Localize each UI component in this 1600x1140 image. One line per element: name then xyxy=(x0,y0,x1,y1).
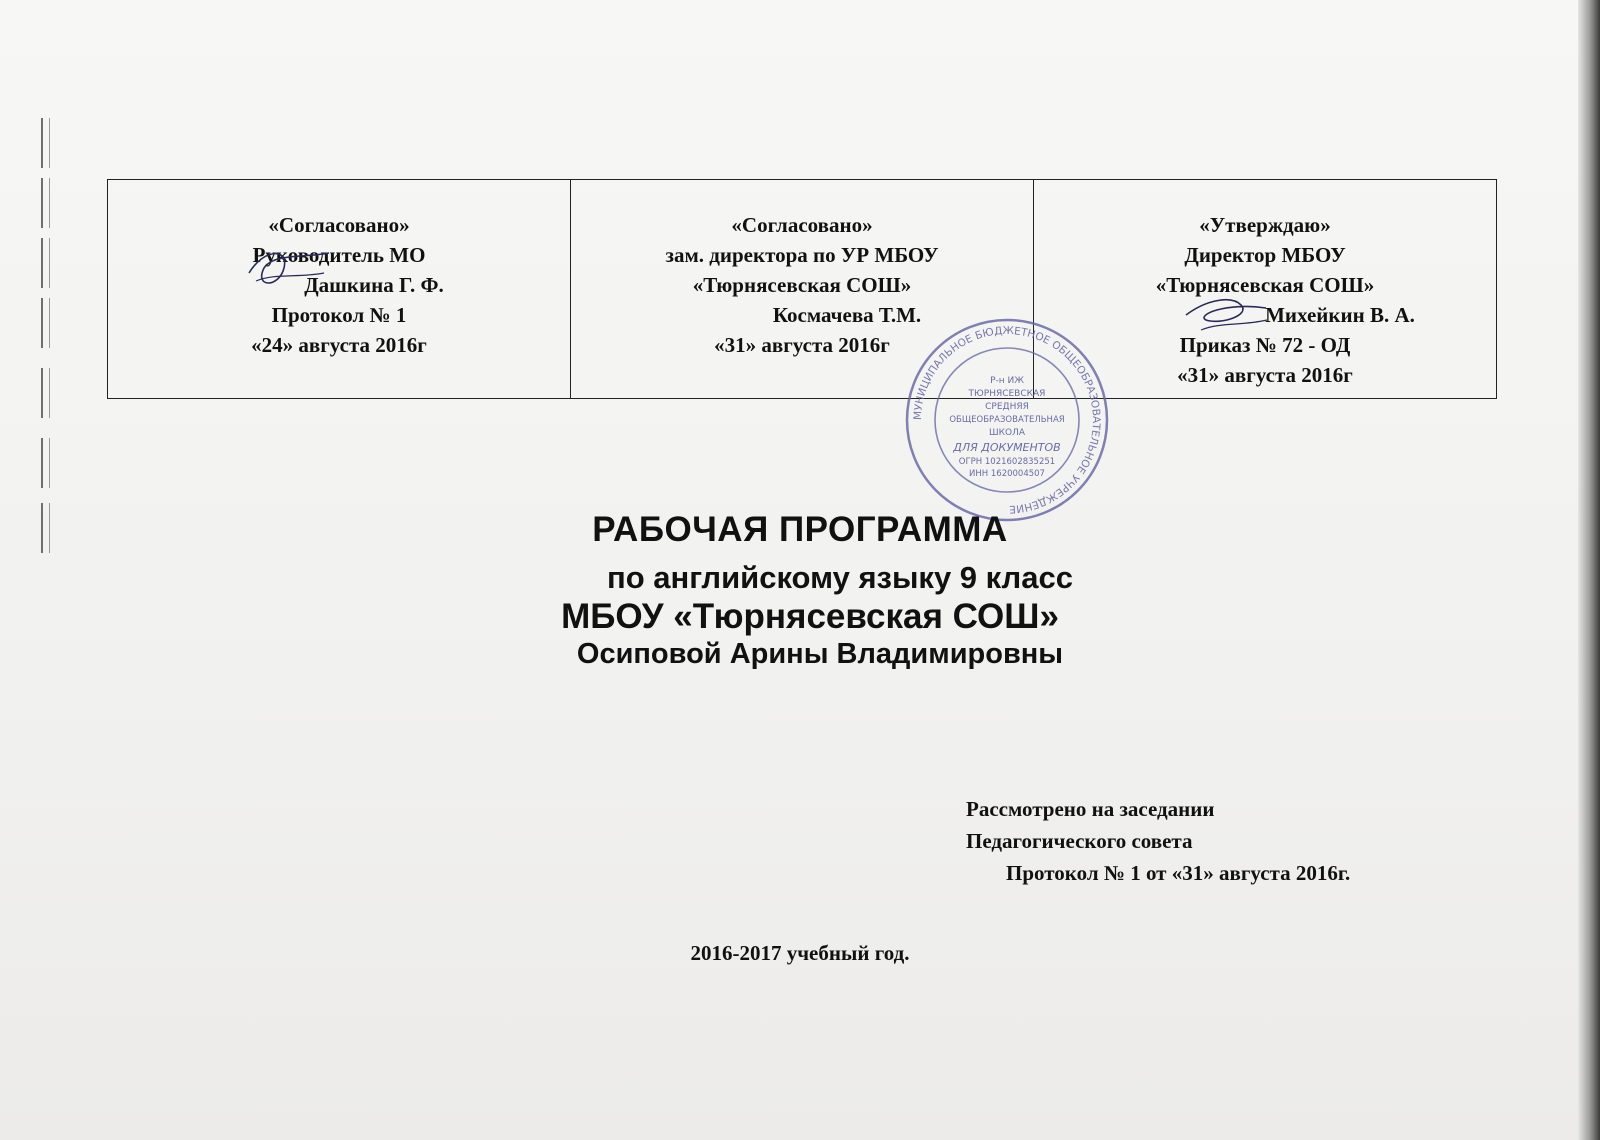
approval-organization: «Тюрнясевская СОШ» xyxy=(1155,273,1375,297)
stamp-line-8: ИНН 1620004507 xyxy=(969,469,1045,479)
approval-date: «31» августа 2016г xyxy=(1177,363,1353,387)
approval-organization: «Тюрнясевская СОШ» xyxy=(692,273,912,297)
subject-grade: по английскому языку 9 класс xyxy=(607,560,1073,595)
approval-date: «24» августа 2016г xyxy=(251,333,427,357)
stamp-line-6: ДЛЯ ДОКУМЕНТОВ xyxy=(953,441,1061,454)
school-name: МБОУ «Тюрнясевская СОШ» xyxy=(561,597,1059,636)
binding-thread xyxy=(38,118,52,558)
academic-year: 2016-2017 учебный год. xyxy=(690,941,910,965)
stamp-line-2: ТЮРНЯСЕВСКАЯ xyxy=(968,389,1046,399)
stamp-line-4: ОБЩЕОБРАЗОВАТЕЛЬНАЯ xyxy=(949,415,1065,425)
teacher-name: Осиповой Арины Владимировны xyxy=(576,638,1064,670)
approval-heading: «Согласовано» xyxy=(731,213,873,237)
approval-position: Руководитель МО xyxy=(252,243,426,267)
approval-position: Директор МБОУ xyxy=(1184,243,1346,267)
school-stamp xyxy=(902,315,1112,525)
council-line-2: Педагогического совета xyxy=(966,829,1193,853)
approval-order: Приказ № 72 - ОД xyxy=(1179,333,1351,357)
council-approval xyxy=(966,793,1350,889)
approval-signer: Космачева Т.М. xyxy=(772,303,922,327)
approval-signer: Михейкин В. А. xyxy=(1265,303,1415,327)
stamp-ring-text: МУНИЦИПАЛЬНОЕ БЮДЖЕТНОЕ ОБЩЕОБРАЗОВАТЕЛЬНОЕ УЧРЕЖДЕНИЕ xyxy=(911,324,1103,516)
council-protocol: Протокол № 1 от «31» августа 2016г. xyxy=(1006,861,1351,885)
approval-cell-mo xyxy=(108,180,571,399)
stamp-line-3: СРЕДНЯЯ xyxy=(985,402,1029,412)
document-title: РАБОЧАЯ ПРОГРАММА xyxy=(592,510,1008,549)
signature-mark-mo xyxy=(244,243,334,293)
approval-heading: «Согласовано» xyxy=(268,213,410,237)
approval-position: зам. директора по УР МБОУ xyxy=(665,243,939,267)
approval-signer: Дашкина Г. Ф. xyxy=(304,273,444,297)
council-line-1: Рассмотрено на заседании xyxy=(966,797,1215,821)
approval-protocol: Протокол № 1 xyxy=(271,303,407,327)
signature-mark-director xyxy=(1181,290,1271,340)
stamp-line-1: Р-н ИЖ xyxy=(990,376,1024,386)
approval-date: «31» августа 2016г xyxy=(714,333,890,357)
approval-heading: «Утверждаю» xyxy=(1199,213,1331,237)
stamp-line-5: ШКОЛА xyxy=(988,428,1026,438)
stamp-line-7: ОГРН 1021602835251 xyxy=(958,457,1056,467)
